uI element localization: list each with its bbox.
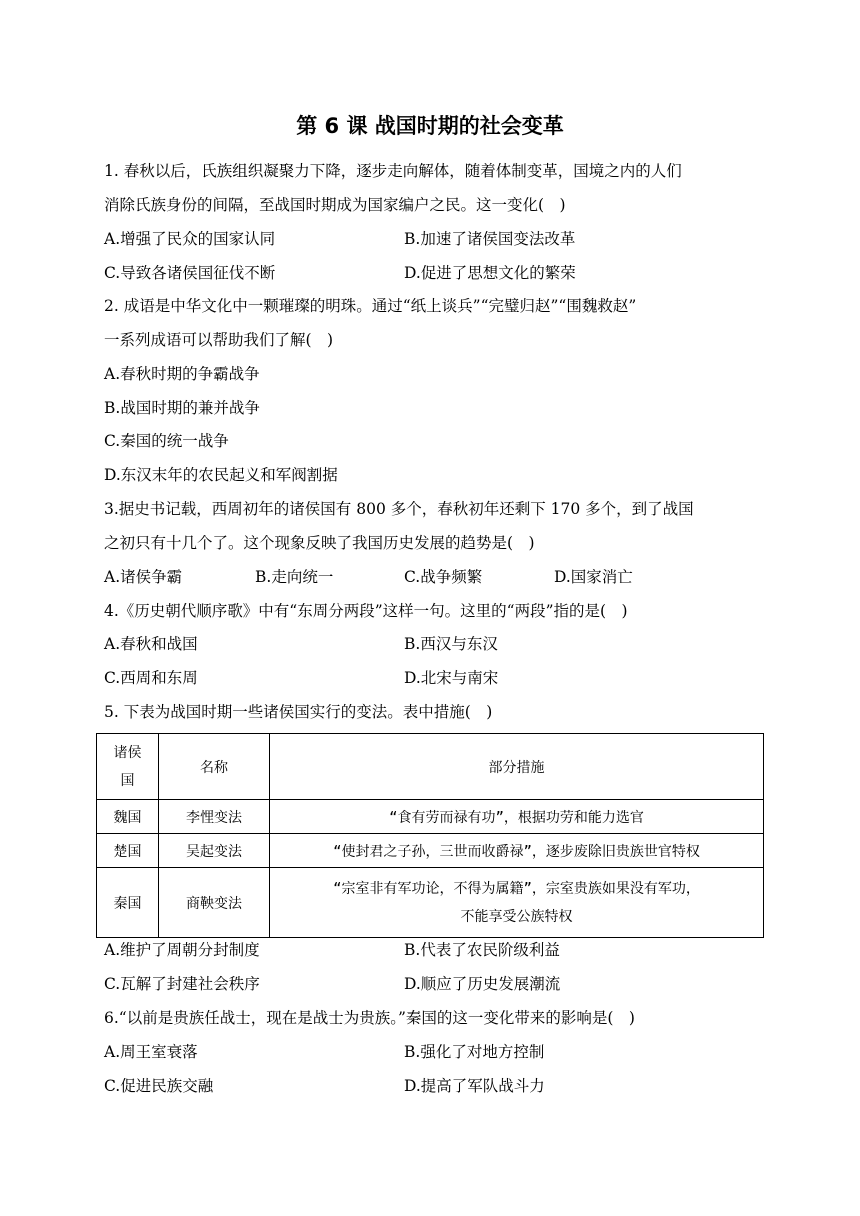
table-cell-name: 李悝变法 [159, 800, 270, 834]
table-cell-name: 吴起变法 [159, 834, 270, 868]
question-4-option-c: C.西周和东周 [104, 669, 198, 687]
question-2-option-c: C.秦国的统一战争 [104, 432, 229, 450]
table-header-state: 诸侯 国 [97, 734, 159, 800]
table-row [97, 800, 764, 834]
question-2-stem-line-2: 一系列成语可以帮助我们了解( ) [104, 331, 334, 349]
question-5-option-b: B.代表了农民阶级利益 [404, 941, 560, 959]
table-cell-state: 魏国 [97, 800, 159, 834]
question-4-option-d: D.北宋与南宋 [404, 669, 499, 687]
question-1-option-b: B.加速了诸侯国变法改革 [404, 230, 576, 248]
table-cell-name: 商鞅变法 [159, 868, 270, 938]
table-header-measures: 部分措施 [270, 734, 764, 800]
question-6-stem: 6.“以前是贵族任战士，现在是战士为贵族。”秦国的这一变化带来的影响是( ) [104, 1009, 635, 1027]
question-2-option-a: A.春秋时期的争霸战争 [104, 365, 260, 383]
table-row [97, 868, 764, 938]
question-6-option-a: A.周王室衰落 [104, 1043, 198, 1061]
question-6-option-c: C.促进民族交融 [104, 1077, 214, 1095]
question-2-option-d: D.东汉末年的农民起义和军阀割据 [104, 466, 338, 484]
question-1-option-c: C.导致各诸侯国征伐不断 [104, 264, 276, 282]
table-cell-measure: “使封君之子孙，三世而收爵禄”，逐步废除旧贵族世官特权 [270, 834, 764, 868]
question-3-option-c: C.战争频繁 [404, 568, 483, 586]
table-cell-measure [270, 868, 764, 938]
table-cell-state: 秦国 [97, 868, 159, 938]
table-cell-state: 楚国 [97, 834, 159, 868]
question-2-option-b: B.战国时期的兼并战争 [104, 399, 260, 417]
table-row [97, 834, 764, 868]
question-5-stem: 5. 下表为战国时期一些诸侯国实行的变法。表中措施( ) [104, 703, 493, 721]
question-4-option-a: A.春秋和战国 [104, 635, 198, 653]
question-1-option-a: A.增强了民众的国家认同 [104, 230, 276, 248]
question-2-stem-line-1: 2. 成语是中华文化中一颗璀璨的明珠。通过“纸上谈兵”“完璧归赵”“围魏救赵” [104, 297, 637, 315]
question-6-option-d: D.提高了军队战斗力 [404, 1077, 545, 1095]
table-header-row [97, 734, 764, 800]
question-5-option-c: C.瓦解了封建社会秩序 [104, 975, 260, 993]
question-6-option-b: B.强化了对地方控制 [404, 1043, 545, 1061]
table-cell-measure-line-1: “宗室非有军功论，不得为属籍”，宗室贵族如果没有军功， [333, 880, 700, 897]
page-title: 第 6 课 战国时期的社会变革 [296, 114, 564, 138]
question-3-option-a: A.诸侯争霸 [104, 568, 183, 586]
reform-table [96, 733, 764, 938]
question-3-option-d: D.国家消亡 [554, 568, 633, 586]
question-3-stem-line-1: 3.据史书记载，西周初年的诸侯国有 800 多个，春秋初年还剩下 170 多个，到了战国 [104, 500, 694, 518]
question-1-option-d: D.促进了思想文化的繁荣 [404, 264, 576, 282]
question-1-stem-line-1: 1. 春秋以后，氏族组织凝聚力下降，逐步走向解体，随着体制变革，国境之内的人们 [104, 162, 682, 180]
question-4-stem: 4.《历史朝代顺序歌》中有“东周分两段”这样一句。这里的“两段”指的是( ) [104, 602, 628, 620]
question-3-stem-line-2: 之初只有十几个了。这个现象反映了我国历史发展的趋势是( ) [104, 534, 535, 552]
question-5-option-d: D.顺应了历史发展潮流 [404, 975, 561, 993]
table-cell-measure-line-2: 不能享受公族特权 [460, 908, 573, 925]
table-cell-measure: “食有劳而禄有功”，根据功劳和能力选官 [270, 800, 764, 834]
table-header-name: 名称 [159, 734, 270, 800]
question-4-option-b: B.西汉与东汉 [404, 635, 498, 653]
question-5-option-a: A.维护了周朝分封制度 [104, 941, 260, 959]
question-3-option-b: B.走向统一 [255, 568, 334, 586]
question-1-stem-line-2: 消除氏族身份的间隔，至战国时期成为国家编户之民。这一变化( ) [104, 196, 566, 214]
